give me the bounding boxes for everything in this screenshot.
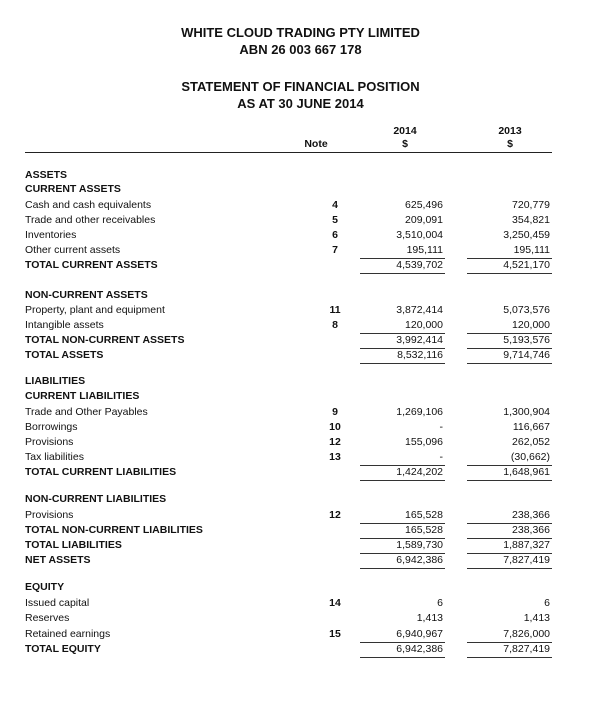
row-label: TOTAL CURRENT LIABILITIES: [25, 466, 177, 478]
note-ref: 4: [332, 199, 338, 211]
total-row: [25, 465, 555, 480]
subtotal-rule: [467, 258, 552, 259]
value-2013: 195,111: [513, 244, 550, 256]
year-2013-header: 2013: [498, 125, 522, 137]
note-ref: 13: [329, 451, 341, 463]
line-item-row: [25, 596, 555, 611]
statement-date: AS AT 30 JUNE 2014: [237, 96, 364, 111]
header-divider: [25, 152, 552, 153]
note-ref: 9: [332, 406, 338, 418]
note-ref: 10: [329, 421, 341, 433]
company-name: WHITE CLOUD TRADING PTY LIMITED: [181, 25, 420, 40]
row-label: NON-CURRENT ASSETS: [25, 289, 148, 301]
subtotal-rule: [467, 333, 552, 334]
line-item-row: [25, 508, 555, 523]
subtotal-rule: [467, 538, 552, 539]
line-item-row: [25, 435, 555, 450]
row-label: Issued capital: [25, 597, 90, 609]
subtotal-rule: [360, 642, 445, 643]
subtotal-rule: [467, 465, 552, 466]
currency-2014-header: $: [402, 138, 408, 150]
subtotal-rule: [360, 348, 445, 349]
row-label: EQUITY: [25, 581, 65, 593]
total-row: [25, 553, 555, 568]
value-2014: 1,413: [416, 612, 443, 624]
value-2013: 5,073,576: [503, 304, 550, 316]
total-rule: [360, 568, 445, 569]
row-label: ASSETS: [25, 169, 68, 181]
note-ref: 12: [329, 509, 341, 521]
row-label: Intangible assets: [25, 319, 104, 331]
row-label: TOTAL NON-CURRENT ASSETS: [25, 334, 185, 346]
value-2014: 195,111: [406, 244, 443, 256]
value-2014: 1,424,202: [396, 466, 443, 478]
value-2013: 9,714,746: [503, 349, 550, 361]
row-label: Provisions: [25, 509, 74, 521]
value-2014: 155,096: [405, 436, 443, 448]
total-rule: [467, 657, 552, 658]
total-rule: [360, 657, 445, 658]
value-2013: 1,300,904: [503, 406, 550, 418]
total-rule: [360, 273, 445, 274]
section-heading: [25, 389, 555, 404]
value-2013: 7,827,419: [503, 554, 550, 566]
note-ref: 8: [332, 319, 338, 331]
line-item-row: [25, 213, 555, 228]
value-2013: 116,667: [512, 421, 550, 433]
line-item-row: [25, 627, 555, 642]
value-2013: 3,250,459: [503, 229, 550, 241]
note-ref: 14: [329, 597, 341, 609]
row-label: CURRENT LIABILITIES: [25, 390, 140, 402]
row-label: Inventories: [25, 229, 77, 241]
subtotal-rule: [360, 538, 445, 539]
abn: ABN 26 003 667 178: [239, 42, 362, 57]
note-header: Note: [304, 138, 328, 150]
line-item-row: [25, 318, 555, 333]
note-ref: 6: [332, 229, 338, 241]
row-label: Retained earnings: [25, 628, 111, 640]
row-label: TOTAL NON-CURRENT LIABILITIES: [25, 524, 203, 536]
total-row: [25, 538, 555, 553]
currency-2013-header: $: [507, 138, 513, 150]
total-rule: [467, 480, 552, 481]
value-2013: 120,000: [512, 319, 550, 331]
subtotal-rule: [467, 348, 552, 349]
value-2013: 1,887,327: [503, 539, 550, 551]
row-label: TOTAL ASSETS: [25, 349, 104, 361]
value-2014: 1,589,730: [396, 539, 443, 551]
value-2014: 120,000: [405, 319, 443, 331]
section-heading: [25, 580, 555, 595]
section-heading: [25, 288, 555, 303]
value-2014: 3,992,414: [396, 334, 443, 346]
total-row: [25, 333, 555, 348]
total-row: [25, 348, 555, 363]
line-item-row: [25, 243, 555, 258]
row-label: Provisions: [25, 436, 74, 448]
subtotal-rule: [467, 642, 552, 643]
subtotal-rule: [360, 553, 445, 554]
value-2014: 3,510,004: [396, 229, 443, 241]
note-ref: 11: [329, 304, 341, 316]
row-label: TOTAL CURRENT ASSETS: [25, 259, 158, 271]
line-item-row: [25, 420, 555, 435]
value-2013: 720,779: [512, 199, 550, 211]
row-label: NET ASSETS: [25, 554, 91, 566]
row-label: CURRENT ASSETS: [25, 183, 121, 195]
value-2013: 5,193,576: [503, 334, 550, 346]
note-ref: 15: [329, 628, 341, 640]
row-label: NON-CURRENT LIABILITIES: [25, 493, 167, 505]
subtotal-rule: [360, 465, 445, 466]
row-label: Trade and other receivables: [25, 214, 156, 226]
value-2013: 4,521,170: [503, 259, 550, 271]
value-2014: 3,872,414: [396, 304, 443, 316]
section-heading: [25, 168, 555, 183]
value-2014: 6: [437, 597, 443, 609]
value-2014: 6,942,386: [396, 554, 443, 566]
line-item-row: [25, 405, 555, 420]
total-row: [25, 258, 555, 273]
total-rule: [360, 480, 445, 481]
value-2013: 238,366: [512, 509, 550, 521]
subtotal-rule: [467, 523, 552, 524]
line-item-row: [25, 450, 555, 465]
row-label: TOTAL LIABILITIES: [25, 539, 122, 551]
total-rule: [467, 363, 552, 364]
value-2013: 7,827,419: [503, 643, 550, 655]
row-label: Trade and Other Payables: [25, 406, 148, 418]
row-label: Borrowings: [25, 421, 78, 433]
value-2014: 1,269,106: [396, 406, 443, 418]
value-2014: 8,532,116: [397, 349, 443, 361]
subtotal-rule: [467, 553, 552, 554]
line-item-row: [25, 228, 555, 243]
value-2013: 1,413: [523, 612, 550, 624]
value-2014: 165,528: [405, 509, 443, 521]
row-label: Other current assets: [25, 244, 121, 256]
total-rule: [467, 568, 552, 569]
value-2014: -: [439, 421, 443, 433]
value-2014: 625,496: [405, 199, 443, 211]
note-ref: 5: [332, 214, 338, 226]
value-2014: 4,539,702: [396, 259, 443, 271]
row-label: TOTAL EQUITY: [25, 643, 101, 655]
year-2014-header: 2014: [393, 125, 417, 137]
section-heading: [25, 374, 555, 389]
value-2014: 165,528: [405, 524, 443, 536]
row-label: Property, plant and equipment: [25, 304, 165, 316]
section-heading: [25, 492, 555, 507]
subtotal-rule: [360, 333, 445, 334]
line-item-row: [25, 198, 555, 213]
value-2013: 1,648,961: [503, 466, 550, 478]
subtotal-rule: [360, 523, 445, 524]
line-item-row: [25, 303, 555, 318]
row-label: Tax liabilities: [25, 451, 84, 463]
line-item-row: [25, 611, 555, 626]
value-2013: 354,821: [512, 214, 550, 226]
value-2013: 238,366: [512, 524, 550, 536]
value-2013: 7,826,000: [503, 628, 550, 640]
row-label: Cash and cash equivalents: [25, 199, 152, 211]
value-2013: (30,662): [510, 451, 550, 463]
value-2014: 209,091: [405, 214, 443, 226]
subtotal-rule: [360, 258, 445, 259]
section-heading: [25, 182, 555, 197]
note-ref: 12: [329, 436, 341, 448]
value-2014: -: [439, 451, 443, 463]
value-2013: 262,052: [512, 436, 550, 448]
total-row: [25, 642, 555, 657]
statement-title: STATEMENT OF FINANCIAL POSITION: [181, 79, 420, 94]
value-2014: 6,942,386: [396, 643, 443, 655]
note-ref: 7: [332, 244, 338, 256]
row-label: Reserves: [25, 612, 70, 624]
row-label: LIABILITIES: [25, 375, 86, 387]
value-2014: 6,940,967: [396, 628, 443, 640]
total-rule: [360, 363, 445, 364]
total-row: [25, 523, 555, 538]
total-rule: [467, 273, 552, 274]
value-2013: 6: [544, 597, 550, 609]
